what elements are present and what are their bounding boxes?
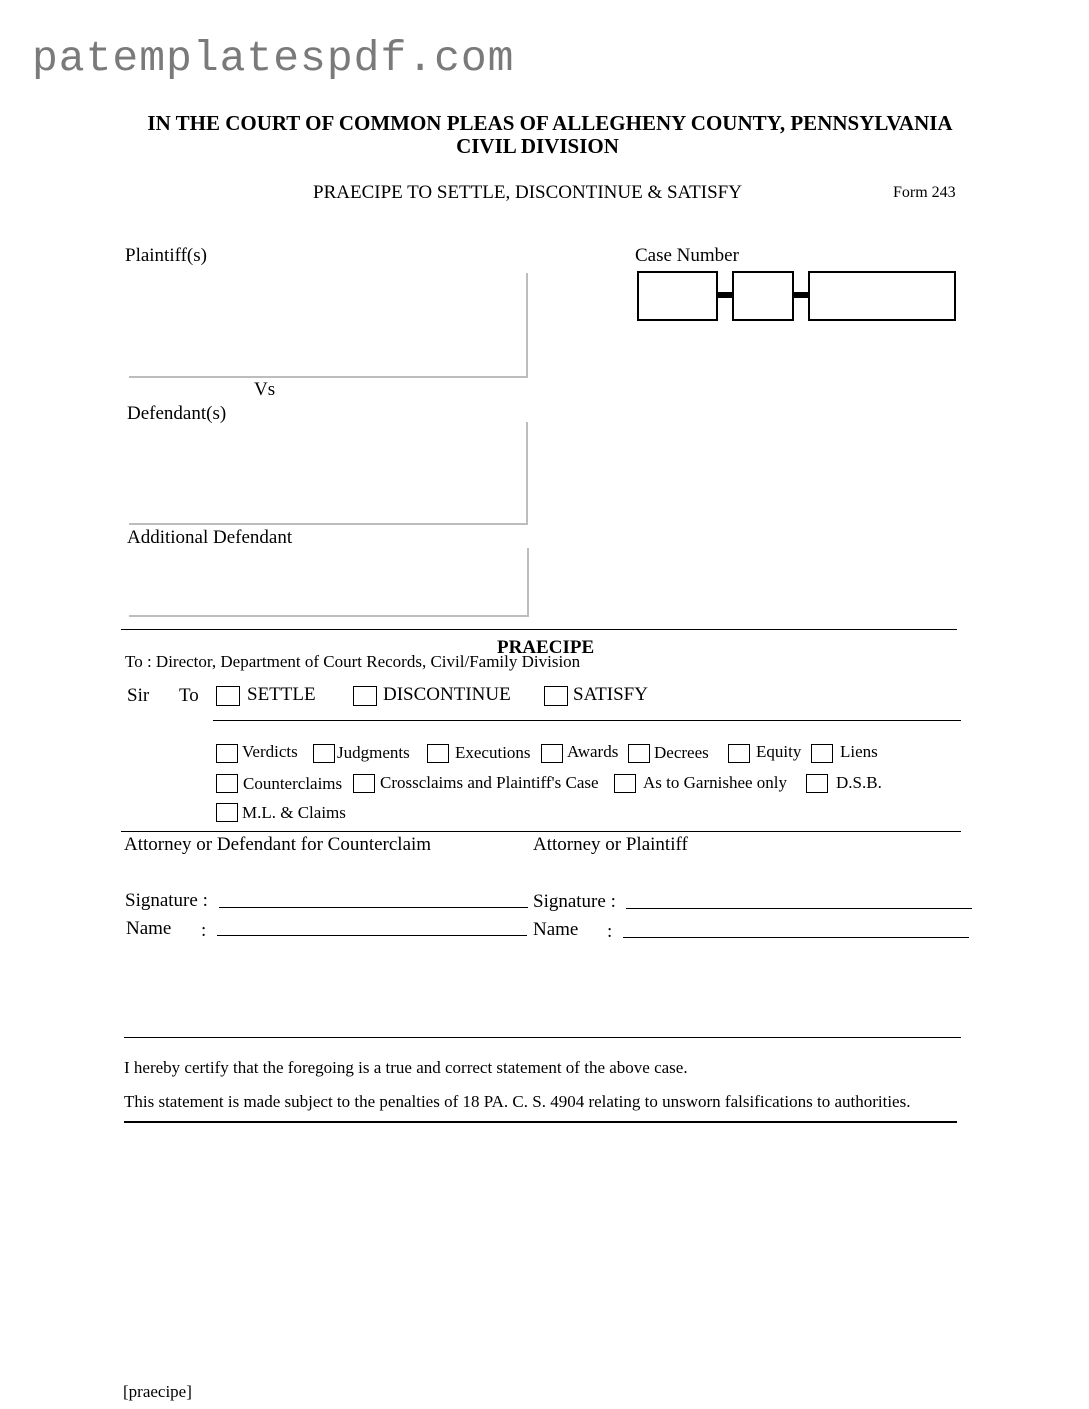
executions-checkbox[interactable]: [427, 744, 449, 763]
court-title: IN THE COURT OF COMMON PLEAS OF ALLEGHENY COUNTY, PENNSYLVANIA: [147, 111, 953, 135]
right-signature-line[interactable]: [626, 908, 972, 909]
liens-label: Liens: [840, 742, 878, 761]
left-signature-line[interactable]: [219, 907, 528, 908]
crossclaims-label: Crossclaims and Plaintiff's Case: [380, 773, 599, 792]
to-label: To: [179, 685, 199, 706]
certification-bottom-rule: [124, 1121, 957, 1123]
actions-divider: [213, 720, 961, 721]
right-signature-heading: Attorney or Plaintiff: [533, 834, 688, 855]
garnishee-checkbox[interactable]: [614, 774, 636, 793]
defendant-field[interactable]: [129, 422, 528, 525]
dsb-label: D.S.B.: [836, 773, 882, 792]
vs-label: Vs: [254, 379, 276, 400]
case-number-label: Case Number: [635, 245, 739, 266]
ml-claims-checkbox[interactable]: [216, 803, 238, 822]
counterclaims-checkbox[interactable]: [216, 774, 238, 793]
settle-checkbox[interactable]: [216, 686, 240, 706]
right-signature-label: Signature :: [533, 891, 616, 912]
case-number-part2[interactable]: [732, 271, 794, 321]
right-name-colon: :: [607, 921, 613, 942]
equity-checkbox[interactable]: [728, 744, 750, 763]
equity-label: Equity: [756, 742, 802, 761]
footer-tag: [praecipe]: [123, 1382, 192, 1401]
awards-label: Awards: [567, 742, 619, 761]
left-signature-heading: Attorney or Defendant for Counterclaim: [124, 834, 432, 855]
discontinue-label: DISCONTINUE: [383, 684, 511, 705]
liens-checkbox[interactable]: [811, 744, 833, 763]
form-number: Form 243: [893, 184, 956, 201]
judgments-checkbox[interactable]: [313, 744, 335, 763]
form-title: PRAECIPE TO SETTLE, DISCONTINUE & SATISFY: [313, 182, 742, 203]
decrees-label: Decrees: [654, 743, 709, 762]
plaintiff-field[interactable]: [129, 273, 528, 378]
right-name-label: Name: [533, 919, 579, 940]
types-divider: [121, 831, 961, 832]
settle-label: SETTLE: [247, 684, 316, 705]
judgments-label: Judgments: [337, 743, 410, 762]
left-name-line[interactable]: [217, 935, 527, 936]
certification-line-1: I hereby certify that the foregoing is a true and correct statement of the above case.: [124, 1058, 688, 1077]
additional-defendant-field[interactable]: [129, 548, 529, 617]
left-name-colon: :: [201, 920, 207, 941]
satisfy-checkbox[interactable]: [544, 686, 568, 706]
dsb-checkbox[interactable]: [806, 774, 828, 793]
certification-line-2: This statement is made subject to the penalties of 18 PA. C. S. 4904 relating to unsworn falsifications to authorities.: [124, 1092, 911, 1111]
left-name-label: Name: [126, 918, 172, 939]
defendant-label: Defendant(s): [127, 403, 227, 424]
verdicts-checkbox[interactable]: [216, 744, 238, 763]
praecipe-to-line: To : Director, Department of Court Records, Civil/Family Division: [125, 652, 581, 671]
executions-label: Executions: [455, 743, 531, 762]
section-divider: [121, 629, 957, 630]
garnishee-label: As to Garnishee only: [643, 773, 788, 792]
case-number-dash: [794, 292, 809, 298]
sir-label: Sir: [127, 685, 150, 706]
case-number-part1[interactable]: [637, 271, 718, 321]
plaintiff-label: Plaintiff(s): [125, 245, 207, 266]
praecipe-heading: PRAECIPE: [497, 637, 595, 658]
awards-checkbox[interactable]: [541, 744, 563, 763]
right-name-line[interactable]: [623, 937, 969, 938]
verdicts-label: Verdicts: [242, 742, 298, 761]
crossclaims-checkbox[interactable]: [353, 774, 375, 793]
division-title: CIVIL DIVISION: [456, 134, 619, 158]
satisfy-label: SATISFY: [573, 684, 648, 705]
counterclaims-label: Counterclaims: [243, 774, 343, 793]
decrees-checkbox[interactable]: [628, 744, 650, 763]
discontinue-checkbox[interactable]: [353, 686, 377, 706]
certification-divider: [124, 1037, 961, 1038]
ml-claims-label: M.L. & Claims: [242, 803, 346, 822]
watermark: patemplatespdf.com: [32, 34, 515, 83]
case-number-part3[interactable]: [808, 271, 956, 321]
left-signature-label: Signature :: [125, 890, 208, 911]
additional-defendant-label: Additional Defendant: [127, 527, 293, 548]
case-number-dash: [718, 292, 733, 298]
